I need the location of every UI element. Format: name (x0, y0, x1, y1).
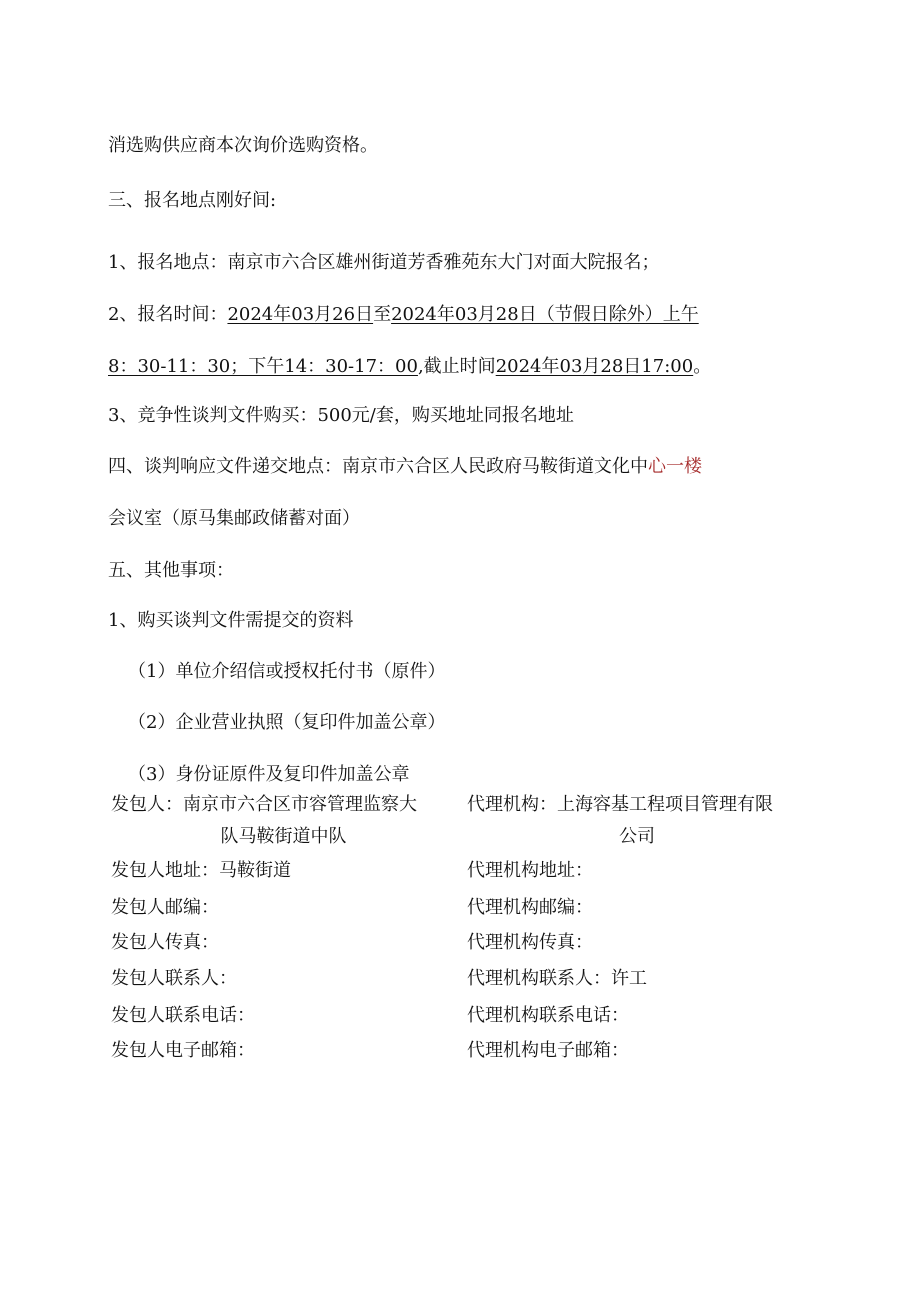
material-item-3: （3）身份证原件及复印件加盖公章 (128, 764, 410, 785)
issuer-zip: 发包人邮编： (111, 897, 219, 918)
submission-location-highlight: 心一楼 (648, 456, 702, 477)
submission-location-text: 四、谈判响应文件递交地点：南京市六合区人民政府马鞍街道文化中 (108, 456, 648, 477)
agent-name: 代理机构：上海容基工程项目管理有限 (467, 794, 773, 815)
deadline-label: ,截止时间 (417, 356, 496, 377)
paragraph-qualification: 消选购供应商本次询价选购资格。 (108, 135, 378, 156)
period: 。 (693, 356, 712, 377)
issuer-name-cont: 队马鞍街道中队 (220, 826, 347, 847)
section-heading-registration: 三、报名地点刚好间: (108, 190, 277, 211)
material-item-1: （1）单位介绍信或授权托付书（原件） (128, 661, 446, 682)
section-heading-other: 五、其他事项： (108, 560, 234, 581)
registration-end-date: 2024年03月28日（节假日除外）上午 (391, 304, 699, 325)
document-purchase: 3、竞争性谈判文件购买：500元/套，购买地址同报名地址 (108, 405, 574, 426)
agent-zip: 代理机构邮编： (467, 897, 593, 918)
issuer-contact: 发包人联系人： (111, 968, 237, 989)
submission-location-cont: 会议室（原马集邮政储蓄对面） (108, 508, 360, 529)
registration-to: 至 (373, 304, 392, 325)
issuer-phone: 发包人联系电话： (111, 1005, 255, 1026)
registration-time-line1 (108, 303, 699, 327)
registration-time-label: 2、报名时间： (108, 304, 228, 325)
registration-time-line2 (108, 355, 711, 379)
agent-contact: 代理机构联系人：许工 (467, 968, 647, 989)
deadline-value: 2024年03月28日17:00 (495, 356, 694, 377)
issuer-fax: 发包人传真： (111, 932, 219, 953)
material-item-2: （2）企业营业执照（复印件加盖公章） (128, 712, 446, 733)
issuer-address: 发包人地址：马鞍街道 (111, 860, 291, 881)
issuer-email: 发包人电子邮箱： (111, 1040, 255, 1061)
issuer-name: 发包人：南京市六合区市容管理监察大 (111, 794, 417, 815)
agent-fax: 代理机构传真： (467, 932, 593, 953)
registration-hours: 8：30-11：30；下午14：30-17：00 (108, 356, 418, 377)
agent-name-cont: 公司 (619, 826, 655, 847)
required-materials-heading: 1、购买谈判文件需提交的资料 (108, 610, 354, 631)
registration-start-date: 2024年03月26日 (227, 304, 374, 325)
registration-location: 1、报名地点：南京市六合区雄州街道芳香雅苑东大门对面大院报名； (108, 252, 660, 273)
agent-phone: 代理机构联系电话： (467, 1005, 629, 1026)
submission-location (108, 455, 702, 479)
agent-address: 代理机构地址： (467, 860, 593, 881)
agent-email: 代理机构电子邮箱： (467, 1040, 629, 1061)
